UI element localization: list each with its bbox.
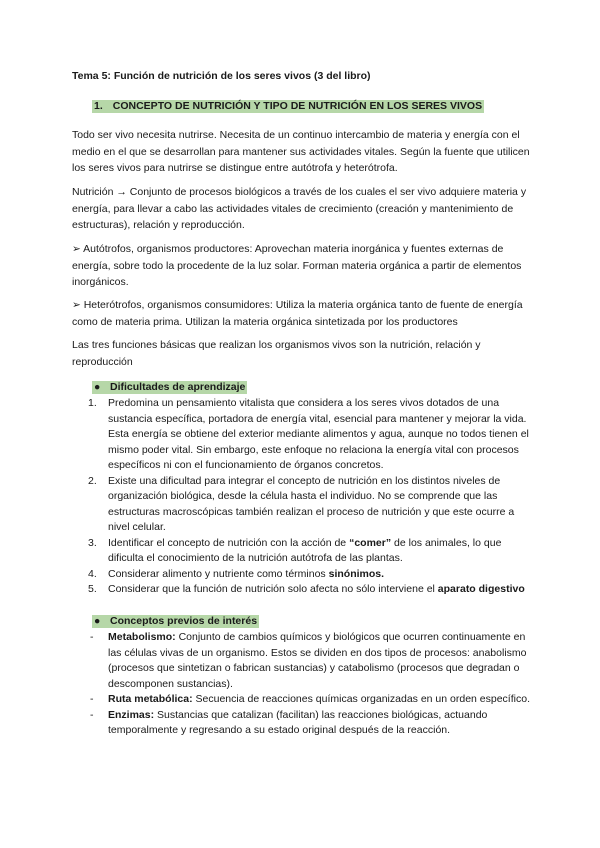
paragraph-autotrofos: ➢ Autótrofos, organismos productores: Aprovechan materia inorgánica y fuentes externas de energía, sobre todo la procedente de la luz solar. Forman materia orgánica a partir de elementos inorgánicos.: [72, 243, 522, 288]
conceptos-list: [72, 630, 532, 739]
list-item: [72, 692, 532, 708]
list-item: [72, 630, 532, 692]
list-item: [72, 567, 532, 583]
paragraph-nutricion: Nutrición → Conjunto de procesos biológicos a través de los cuales el ser vivo adquiere materia y energía, para llevar a cabo las actividades vitales de crecimiento (creación y mantenimiento de estructuras), relación y reproducción.: [72, 186, 527, 231]
dash-marker: -: [90, 708, 94, 721]
dificultades-heading: [92, 381, 247, 393]
section-heading-text: CONCEPTO DE NUTRICIÓN Y TIPO DE NUTRICIÓN EN LOS SERES VIVOS: [112, 100, 483, 112]
section-heading-1: [92, 100, 484, 112]
dash-marker: -: [90, 693, 94, 705]
list-item-text-bold: aparato digestivo: [437, 583, 525, 595]
list-item-text-pre: Considerar que la función de nutrición solo afecta no sólo interviene el: [108, 583, 438, 595]
list-item-text-pre: Identificar el concepto de nutrición con la acción de: [108, 536, 350, 549]
list-item-text-bold: sinónimos.: [328, 567, 385, 580]
list-item-text: Existe una dificultad para integrar el concepto de nutrición en los distintos niveles de organización biológica, desde la célula hasta el individuo. No se comprende que las estructuras macroscópicas también realizan el proceso de nutrición y que este ocurre a nivel celular.: [108, 474, 515, 533]
list-item-text-pre: Considerar alimento y nutriente como términos: [108, 567, 329, 580]
paragraph-intro: Todo ser vivo necesita nutrirse. Necesita de un continuo intercambio de materia y energía con el medio en el que se desarrollan para mantener sus actividades vitales. Según la fuente que utilicen los seres vivos para nutrirse se distingue entre autótrofa y heterótrofa.: [72, 129, 530, 174]
term-ruta-metabolica: Ruta metabólica:: [108, 693, 193, 705]
paragraph-funciones: Las tres funciones básicas que realizan los organismos vivos son la nutrición, relación y reproducción: [72, 339, 481, 368]
list-item: [72, 582, 532, 598]
section-heading-highlight: [92, 100, 484, 113]
list-item-text-post: de los animales, lo que dificulta el conocimiento de la nutrición autótrofa de las plantas.: [108, 536, 502, 564]
list-item-text: Predomina un pensamiento vitalista que considera a los seres vivos dotados de una sustancia específica, portadora de energía vital, esencial para mantener y mejorar la vida. Esta energía se obtiene del exterior mediante alimentos y agua, aunque no todos tienen el mismo poder vital. Sin embargo, este enfoque no relaciona la energía vital con procesos específicos ni con el funcionamiento de órganos concretos.: [108, 397, 529, 471]
document-title: Tema 5: Función de nutrición de los seres vivos (3 del libro): [72, 70, 371, 82]
paragraph-heterotrofos: ➢ Heterótrofos, organismos consumidores: Utiliza la materia orgánica tanto de fuente de energía como de materia prima. Utilizan la materia orgánica sintetizada por los productores: [72, 299, 523, 328]
list-number: 4.: [88, 567, 97, 580]
list-number: 2.: [88, 474, 97, 487]
section-number: 1.: [94, 100, 103, 112]
dash-marker: -: [90, 631, 94, 643]
definition-text: Conjunto de cambios químicos y biológicos que ocurren continuamente en las células vivas de un organismo. Estos se dividen en dos tipos de procesos: anabolismo (procesos que sintetizan o fabrican sustancias) y catabolismo (procesos que degradan o descomponen sustancias).: [108, 631, 527, 690]
bullet-icon: ●: [94, 381, 101, 393]
bullet-icon: ●: [94, 615, 101, 627]
list-number: 1.: [88, 397, 97, 409]
list-number: 3.: [88, 536, 97, 549]
conceptos-heading: [92, 615, 259, 627]
dificultades-heading-highlight: [92, 381, 247, 394]
list-item-text-bold: “comer”: [349, 536, 392, 549]
dificultades-list: [72, 396, 532, 598]
list-item: [72, 536, 532, 567]
list-number: 5.: [88, 583, 97, 595]
list-item: [72, 396, 532, 474]
conceptos-heading-highlight: [92, 615, 259, 628]
list-item: [72, 474, 532, 536]
dificultades-heading-text: Dificultades de aprendizaje: [110, 381, 246, 393]
definition-text: Secuencia de reacciones químicas organizadas en un orden específico.: [192, 693, 530, 705]
term-enzimas: Enzimas:: [108, 708, 155, 721]
definition-text: Sustancias que catalizan (facilitan) las reacciones biológicas, actuando temporalmente y regresando a su estado original después de la reacción.: [108, 708, 488, 736]
term-metabolismo: Metabolismo:: [108, 631, 176, 643]
list-item: [72, 708, 532, 739]
conceptos-heading-text: Conceptos previos de interés: [110, 615, 258, 627]
